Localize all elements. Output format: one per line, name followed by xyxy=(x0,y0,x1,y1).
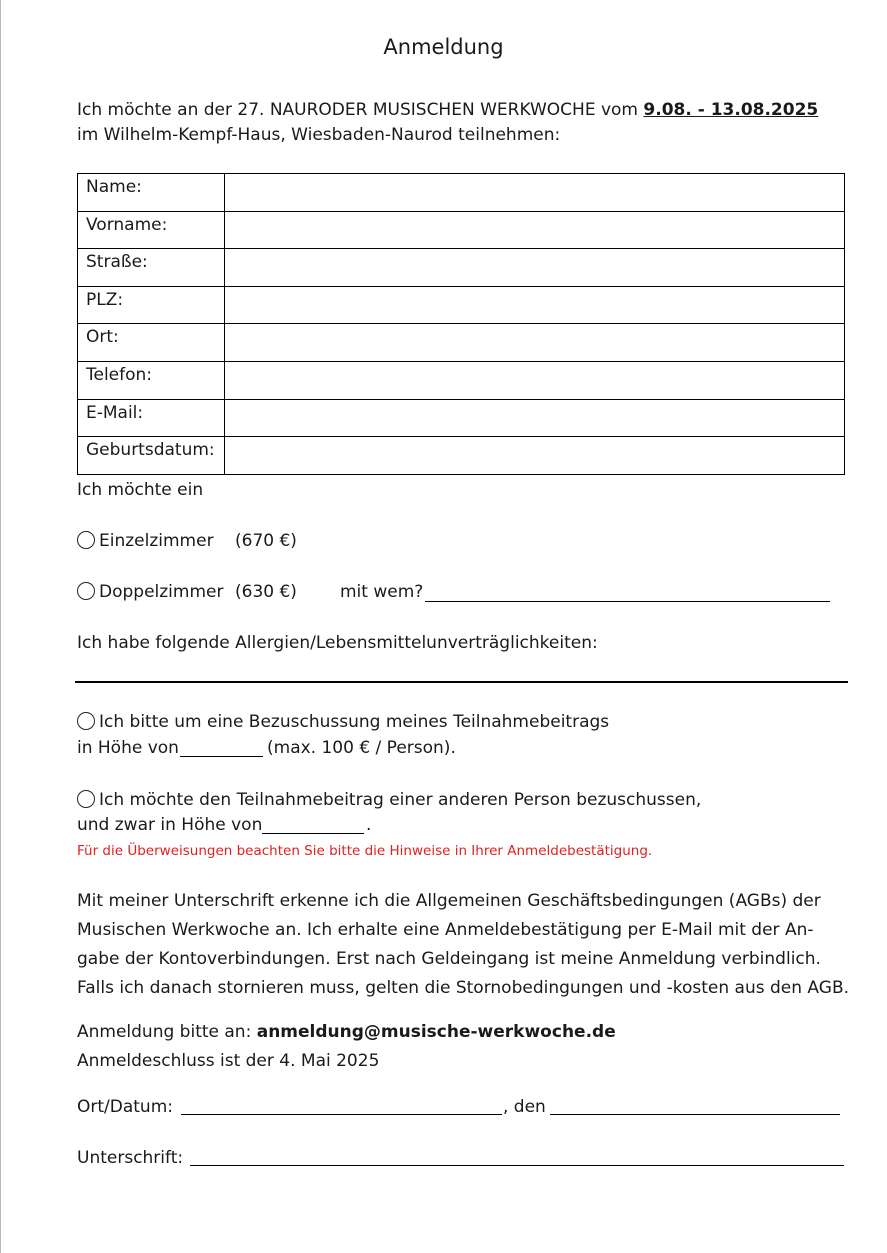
subsidy-offer-radio[interactable] xyxy=(77,790,95,808)
place-date-label: Ort/Datum: xyxy=(77,1097,173,1117)
terms-line: Mit meiner Unterschrift erkenne ich die Allgemeinen Geschäftsbedingungen (AGBs) der xyxy=(77,891,821,911)
roommate-label: mit wem? xyxy=(340,582,424,602)
subsidy-offer-amount-field[interactable] xyxy=(262,833,364,834)
event-dates: 9.08. - 13.08.2025 xyxy=(643,100,819,120)
form-row xyxy=(78,437,845,475)
double-room-option[interactable] xyxy=(77,581,223,603)
den-label: , den xyxy=(503,1097,546,1117)
subsidy-offer-text: Ich möchte den Teilnahmebeitrag einer anderen Person bezuschussen, xyxy=(99,790,702,810)
signature-field[interactable] xyxy=(190,1165,844,1166)
double-room-radio[interactable] xyxy=(77,582,95,600)
signature-label: Unterschrift: xyxy=(77,1148,184,1168)
subsidy-offer-period: . xyxy=(366,815,372,835)
form-field-label: Telefon: xyxy=(78,361,225,399)
contact-prefix: Anmeldung bitte an: xyxy=(77,1022,257,1042)
form-field-label: Ort: xyxy=(78,324,225,362)
form-row xyxy=(78,211,845,249)
transfer-note: Für die Überweisungen beachten Sie bitte die Hinweise in Ihrer Anmeldebestätigung. xyxy=(77,843,653,859)
subsidy-request-text: Ich bitte um eine Bezuschussung meines Teilnahmebeitrags xyxy=(99,712,610,732)
form-field-label: Straße: xyxy=(78,249,225,287)
double-room-label: Doppelzimmer xyxy=(99,582,224,602)
form-field-input[interactable] xyxy=(225,324,845,362)
allergies-label: Ich habe folgende Allergien/Lebensmittelunverträglichkeiten: xyxy=(77,633,598,653)
subsidy-offer-amount-label: und zwar in Höhe von xyxy=(77,815,263,835)
contact-line xyxy=(77,1021,616,1043)
form-row xyxy=(78,249,845,287)
single-room-option[interactable] xyxy=(77,530,214,552)
intro-line-2: im Wilhelm-Kempf-Haus, Wiesbaden-Naurod teilnehmen: xyxy=(77,125,561,145)
contact-email[interactable]: anmeldung@musische-werkwoche.de xyxy=(256,1022,616,1042)
double-room-price: (630 €) xyxy=(235,582,297,602)
form-field-input[interactable] xyxy=(225,361,845,399)
form-field-input[interactable] xyxy=(225,211,845,249)
subsidy-request-amount-field[interactable] xyxy=(180,756,263,757)
form-field-label: E-Mail: xyxy=(78,399,225,437)
form-field-input[interactable] xyxy=(225,437,845,475)
single-room-radio[interactable] xyxy=(77,531,95,549)
personal-data-table xyxy=(77,173,845,475)
deadline-text: Anmeldeschluss ist der 4. Mai 2025 xyxy=(77,1051,380,1071)
subsidy-request-radio[interactable] xyxy=(77,712,95,730)
form-row xyxy=(78,361,845,399)
form-field-input[interactable] xyxy=(225,174,845,212)
date-field[interactable] xyxy=(550,1114,840,1115)
form-row xyxy=(78,399,845,437)
single-room-label: Einzelzimmer xyxy=(99,531,214,551)
roommate-field[interactable] xyxy=(425,601,830,602)
form-field-label: PLZ: xyxy=(78,286,225,324)
room-prompt: Ich möchte ein xyxy=(77,480,204,500)
terms-line: Musischen Werkwoche an. Ich erhalte eine Anmeldebestätigung per E-Mail mit der An- xyxy=(77,920,814,940)
form-field-input[interactable] xyxy=(225,399,845,437)
subsidy-request-max: (max. 100 € / Person). xyxy=(267,738,456,758)
form-field-input[interactable] xyxy=(225,249,845,287)
single-room-price: (670 €) xyxy=(235,531,297,551)
subsidy-request-option[interactable] xyxy=(77,711,609,733)
terms-paragraph xyxy=(77,887,850,1003)
form-field-label: Vorname: xyxy=(78,211,225,249)
form-row xyxy=(78,324,845,362)
place-field[interactable] xyxy=(181,1114,502,1115)
subsidy-request-amount-label: in Höhe von xyxy=(77,738,179,758)
form-field-label: Name: xyxy=(78,174,225,212)
form-field-label: Geburtsdatum: xyxy=(78,437,225,475)
form-row xyxy=(78,286,845,324)
allergies-field[interactable] xyxy=(75,681,848,683)
page-title: Anmeldung xyxy=(383,35,504,59)
subsidy-offer-option[interactable] xyxy=(77,789,701,811)
intro-text: Ich möchte an der 27. NAURODER MUSISCHEN WERKWOCHE vom xyxy=(77,100,644,120)
intro-line-1 xyxy=(77,99,818,121)
page-edge xyxy=(0,0,1,1253)
terms-line: gabe der Kontoverbindungen. Erst nach Geldeingang ist meine Anmeldung verbindlich. xyxy=(77,949,821,969)
form-row xyxy=(78,174,845,212)
terms-line: Falls ich danach stornieren muss, gelten die Stornobedingungen und -kosten aus den AGB. xyxy=(77,978,850,998)
form-field-input[interactable] xyxy=(225,286,845,324)
